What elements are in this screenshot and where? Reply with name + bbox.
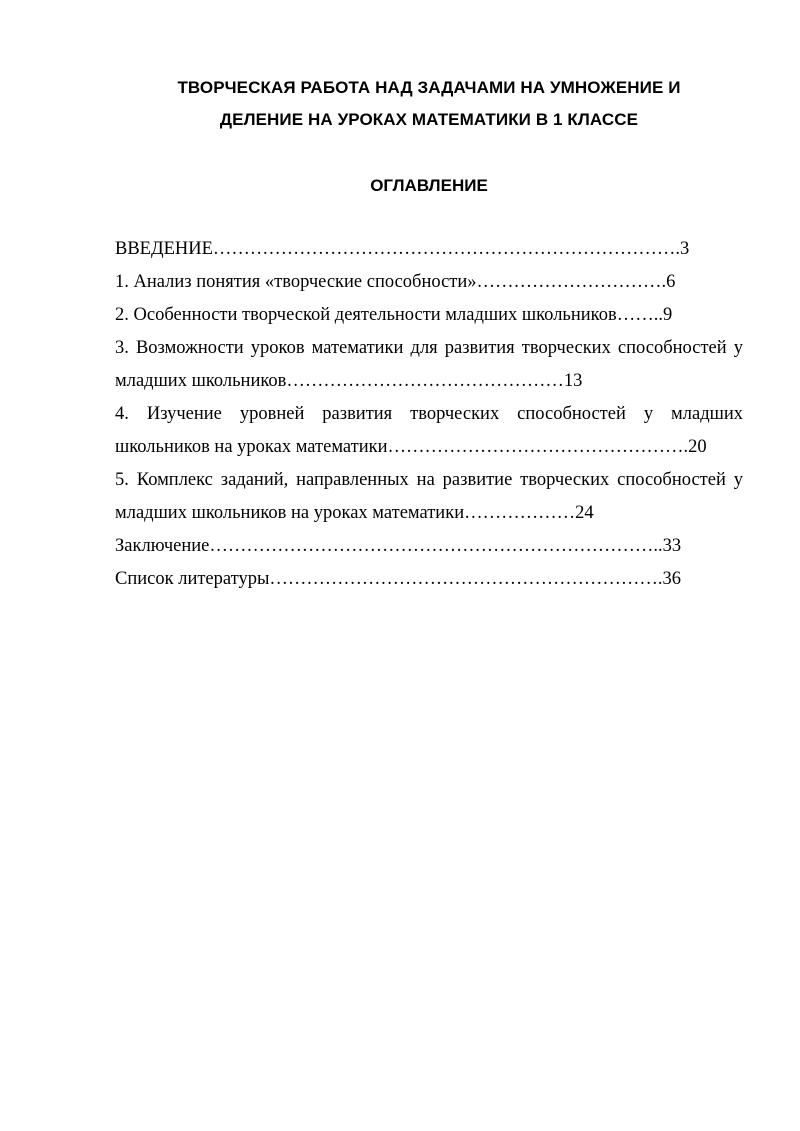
toc-entry-2: 2. Особенности творческой деятельности младших школьников……..9	[115, 305, 673, 325]
toc-entry-conclusion: Заключение………………………………………………………………..33	[115, 536, 682, 556]
toc-entry-4: 4. Изучение уровней развития творческих способностей у младших школьников на уроках математики………………………………………….20	[115, 404, 743, 457]
toc-entry-5: 5. Комплекс заданий, направленных на развитие творческих способностей у младших школьников на уроках математики………………24	[115, 470, 743, 523]
toc-entry-1: 1. Анализ понятия «творческие способности»………………………….6	[115, 272, 676, 292]
title-line-1: ТВОРЧЕСКАЯ РАБОТА НАД ЗАДАЧАМИ НА УМНОЖЕНИЕ И	[177, 78, 681, 97]
title-line-2: ДЕЛЕНИЕ НА УРОКАХ МАТЕМАТИКИ В 1 КЛАССЕ	[219, 110, 639, 129]
table-of-contents	[115, 233, 743, 596]
document-title	[115, 72, 743, 136]
toc-entry-3: 3. Возможности уроков математики для развития творческих способностей у младших школьников………………………………………13	[115, 338, 743, 391]
toc-entry-introduction: ВВЕДЕНИЕ………………………………………………………………….3	[115, 239, 690, 259]
toc-heading: ОГЛАВЛЕНИЕ	[370, 176, 488, 195]
toc-entry-references: Список литературы……………………………………………………….36	[115, 569, 682, 589]
